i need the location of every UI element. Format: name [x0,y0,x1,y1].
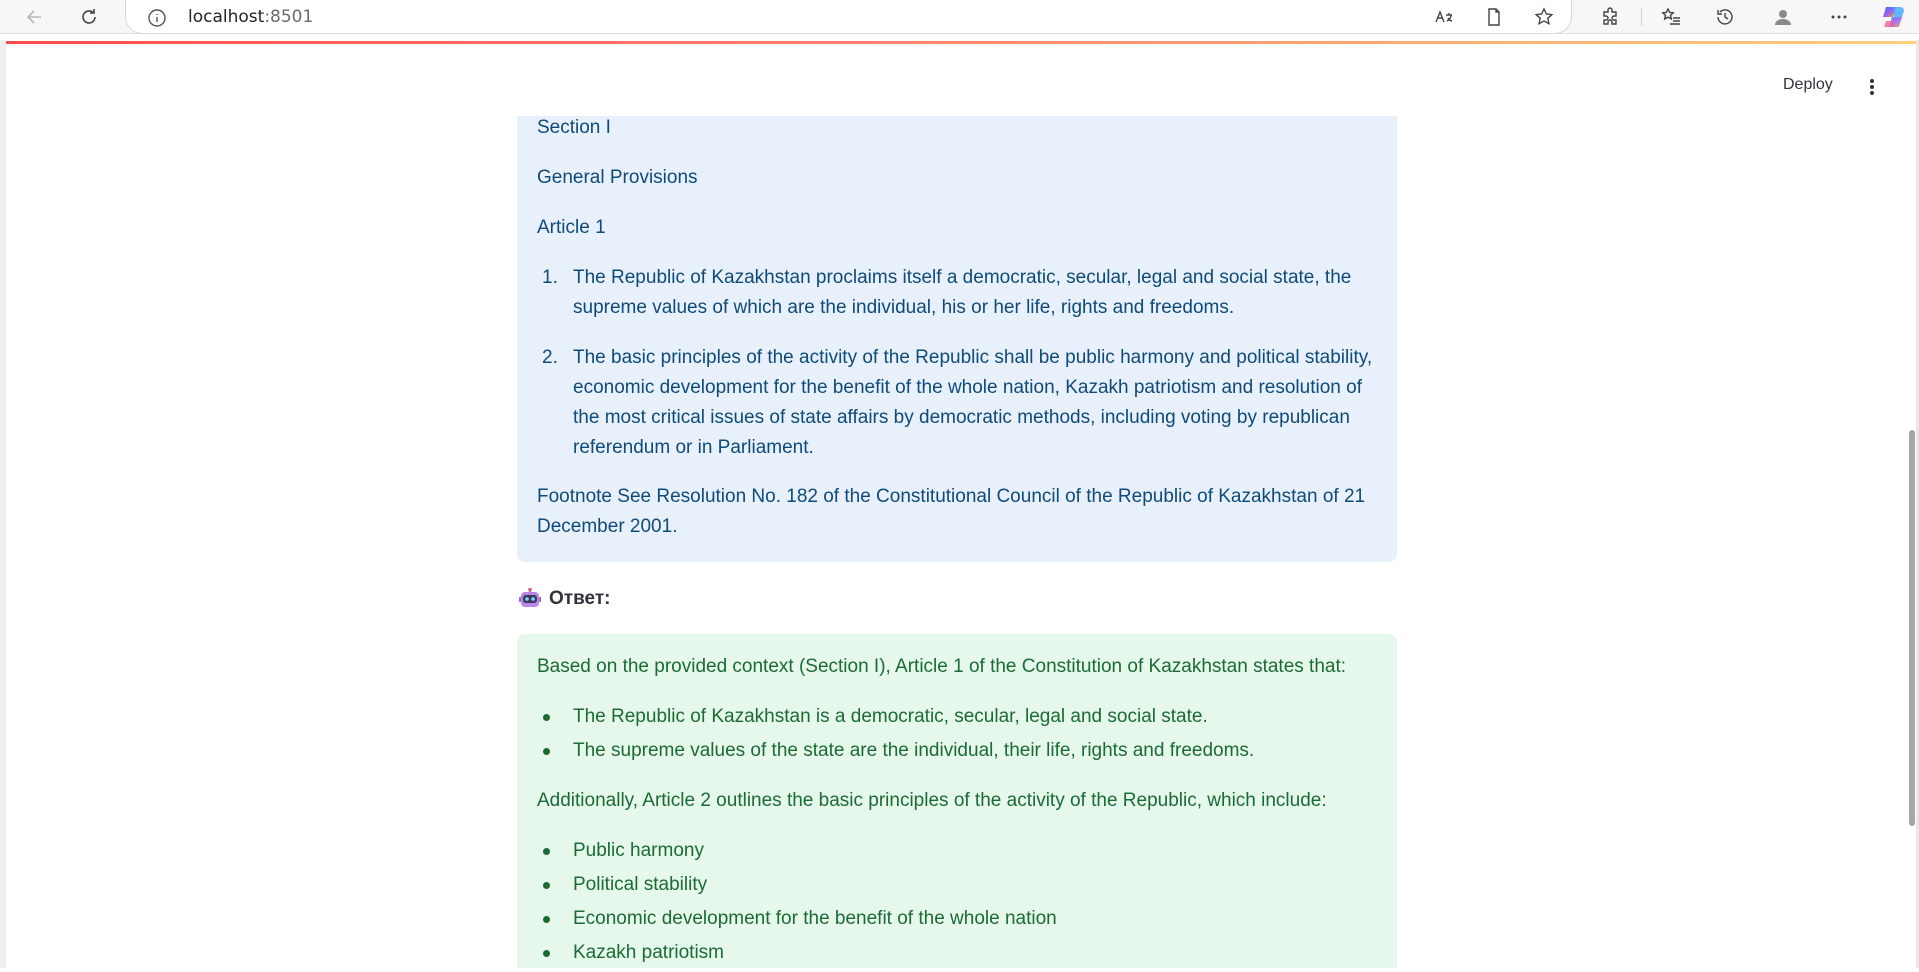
footnote: Footnote See Resolution No. 182 of the Constitutional Council of the Republic of Kazakhstan of 21 December 2001. [537,486,1366,537]
context-box [517,116,1397,562]
article-numbered-list [537,263,1377,463]
list-item: Economic development for the benefit of the whole nation [537,904,1377,938]
answer-heading-text: Ответ: [549,588,611,609]
site-info-icon[interactable] [144,5,170,31]
app-header [6,44,1916,116]
address-bar[interactable] [125,0,1572,34]
list-item-text: The basic principles of the activity of the Republic shall be public harmony and political stability, economic development for the benefit of the whole nation, Kazakh patriotism and resolution of the most critical issues of state affairs by democratic methods, including voting by republican referendum or in Parliament. [573,347,1373,458]
list-item: Political stability [537,870,1377,904]
toolbar-divider [1641,8,1642,26]
list-item: Kazakh patriotism [537,938,1377,972]
list-item [537,343,1377,463]
list-item-text: The Republic of Kazakhstan proclaims itself a democratic, secular, legal and social state, the supreme values of which are the individual, his or her life, rights and freedoms. [573,267,1352,318]
url-host: localhost [188,7,265,27]
list-item: The supreme values of the state are the individual, their life, rights and freedoms. [537,736,1377,770]
answer-intro: Based on the provided context (Section I), Article 1 of the Constitution of Kazakhstan states that: [537,656,1347,677]
left-frame-border [0,40,6,968]
list-item: The Republic of Kazakhstan is a democratic, secular, legal and social state. [537,702,1377,736]
list-item: Public harmony [537,836,1377,870]
list-item-number: 1. [542,267,558,288]
answer-bullet-list-1 [537,702,1377,770]
back-arrow-icon[interactable] [22,4,48,30]
favorites-list-icon[interactable] [1658,4,1684,30]
extensions-icon[interactable] [1597,4,1623,30]
favorite-star-icon[interactable] [1531,4,1557,30]
article-label: Article 1 [537,217,606,238]
copilot-icon[interactable] [1880,3,1908,31]
history-icon[interactable] [1712,4,1738,30]
url-port: :8501 [264,7,314,27]
browser-toolbar [0,0,1919,34]
deploy-button[interactable]: Deploy [1783,76,1833,93]
url-text[interactable] [188,7,313,27]
profile-icon[interactable] [1770,4,1796,30]
answer-box [517,634,1397,968]
refresh-icon[interactable] [76,4,102,30]
answer-bullet-list-2 [537,836,1377,972]
list-item [537,263,1377,323]
read-aloud-icon[interactable] [1431,4,1457,30]
list-item-number: 2. [542,347,558,368]
scrollbar-thumb[interactable] [1909,430,1915,826]
section-label: Section I [537,117,611,138]
more-options-icon[interactable] [1826,4,1852,30]
page-icon[interactable] [1481,4,1507,30]
answer-heading [519,585,610,613]
section-title: General Provisions [537,167,698,188]
answer-paragraph-2: Additionally, Article 2 outlines the basic principles of the activity of the Republic, which include: [537,790,1327,811]
robot-icon [519,588,541,610]
main-menu-icon[interactable] [1860,74,1884,100]
